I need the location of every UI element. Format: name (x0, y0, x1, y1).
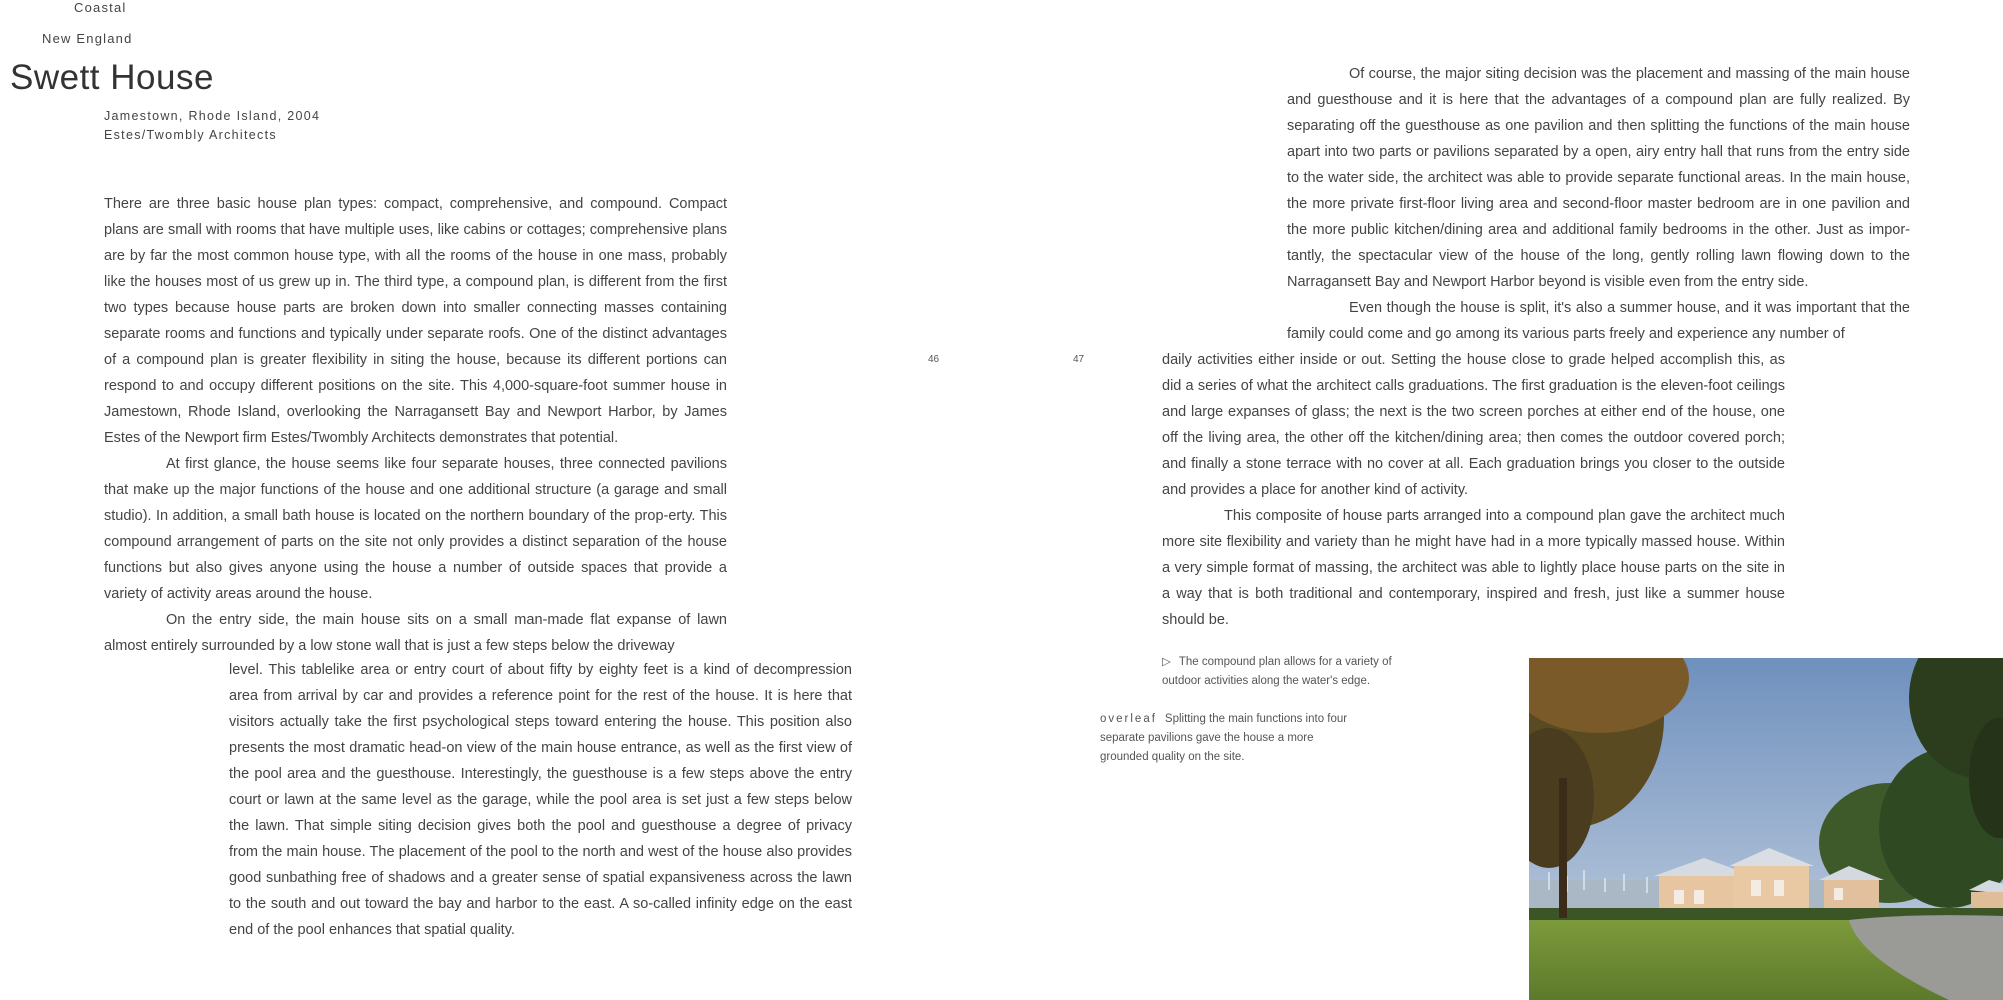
caption-1 (1162, 653, 1424, 691)
caption-2 (1100, 710, 1362, 767)
left-paragraph-3a: On the entry side, the main house sits on a small man-made flat expanse of lawn almost entirely surrounded by a low stone wall that is just a few steps below the driveway (104, 612, 727, 654)
caption-1-text: The compound plan allows for a variety of outdoor activities along the water's edge. (1162, 656, 1392, 687)
right-paragraph-1: Of course, the major siting decision was the placement and massing of the main house and guesthouse and it is here that the advantages of a compound plan are fully realized. By separating off the guesthouse as one pavilion and then splitting the functions of the main house apart into two parts or pavilions separated by a open, airy entry hall that runs from the entry side to the water side, the architect was able to provide separate functional areas. In the main house, the more private first-floor living area and second-floor master bedroom are in one pavilion and the more public kitchen/dining area and additional family bedrooms in the other. Just as impor-tantly, the spectacular view of the house of the long, gently rolling lawn flowing down to the Narragansett Bay and Newport Harbor beyond is visible even from the entry side. (1287, 66, 1910, 290)
project-architect: Estes/Twombly Architects (104, 128, 277, 142)
right-paragraph-2a: Even though the house is split, it's also a summer house, and it was important that the family could come and go among its various parts freely and experience any number of (1287, 300, 1910, 342)
caption-2-text: Splitting the main functions into four separate pavilions gave the house a more grounded quality on the site. (1100, 713, 1348, 763)
page-number-right: 47 (1073, 354, 1085, 365)
left-paragraph-3b: level. This tablelike area or entry court of about fifty by eighty feet is a kind of decompression area from arrival by car and provides a reference point for the rest of the house. It is here that visitors actually take the first psychological steps toward entering the house. This position also presents the most dramatic head-on view of the main house entrance, as well as the first view of the pool area and the guesthouse. Interestingly, the guesthouse is a few steps above the entry court or lawn at the same level as the garage, while the pool area is set just a few steps below the lawn. That simple siting decision gives both the pool and guesthouse a degree of privacy from the main house. The placement of the pool to the north and west of the house also provides good sunbathing free of shadows and a greater sense of spatial expansiveness across the lawn to the south and out toward the bay and harbor to the east. A so-called infinity edge on the east end of the pool enhances that spatial quality. (229, 662, 852, 938)
kicker-line-2: New England (42, 31, 133, 46)
left-paragraph-1: There are three basic house plan types: compact, comprehensive, and compound. Compact plans are small with rooms that have multiple uses, like cabins or cottages; comprehensive plans are by far the most common house type, with all the rooms of the house in one mass, probably like the houses most of us grew up in. The third type, a compound plan, is different from the first two types because house parts are broken down into smaller connecting masses containing separate rooms and functions and typically under separate roofs. One of the distinct advantages of a compound plan is greater flexibility in siting the house, because its different portions can respond to and occupy different positions on the site. This 4,000-square-foot summer house in Jamestown, Rhode Island, overlooking the Narragansett Bay and Newport Harbor, by James Estes of the Newport firm Estes/Twombly Architects demonstrates that potential. (104, 196, 727, 446)
right-column-upper (1287, 61, 1910, 347)
house-photo-image (1529, 658, 2003, 1000)
left-column-upper (104, 191, 727, 659)
project-meta (104, 107, 320, 145)
right-paragraph-3: This composite of house parts arranged into a compound plan gave the architect much more site flexibility and variety than he might have had in a more typically massed house. Within a very simple format of massing, the architect was able to lightly place house parts on the site in a way that is both traditional and contemporary, inspired and fresh, just like a summer house should be. (1162, 508, 1785, 628)
left-paragraph-2: At first glance, the house seems like four separate houses, three connected pavilions that make up the major functions of the house and one additional structure (a garage and small studio). In addition, a small bath house is located on the northern boundary of the prop-erty. This compound arrangement of parts on the site not only provides a distinct separation of the house functions but also gives anyone using the house a number of outside spaces that provide a variety of activity areas around the house. (104, 456, 727, 602)
left-column-lower (229, 657, 852, 943)
caption-2-tag: overleaf (1100, 713, 1157, 725)
page-number-left: 46 (928, 354, 940, 365)
page-title: Swett House (10, 58, 214, 97)
project-location: Jamestown, Rhode Island, 2004 (104, 109, 321, 123)
right-paragraph-2b: daily activities either inside or out. Setting the house close to grade helped accomplish this, as did a series of what the architect calls graduations. The first graduation is the eleven-foot ceilings and large expanses of glass; the next is the two screen porches at either end of the house, one off the living area, the other off the kitchen/dining area; then comes the outdoor covered porch; and finally a stone terrace with no cover at all. Each graduation brings you closer to the outside and provides a place for another kind of activity. (1162, 352, 1785, 498)
triangle-pointer-icon: ▷ (1162, 656, 1171, 668)
kicker-line-1: Coastal (74, 0, 127, 15)
right-column-lower (1162, 347, 1785, 633)
house-photo (1529, 658, 2003, 1000)
